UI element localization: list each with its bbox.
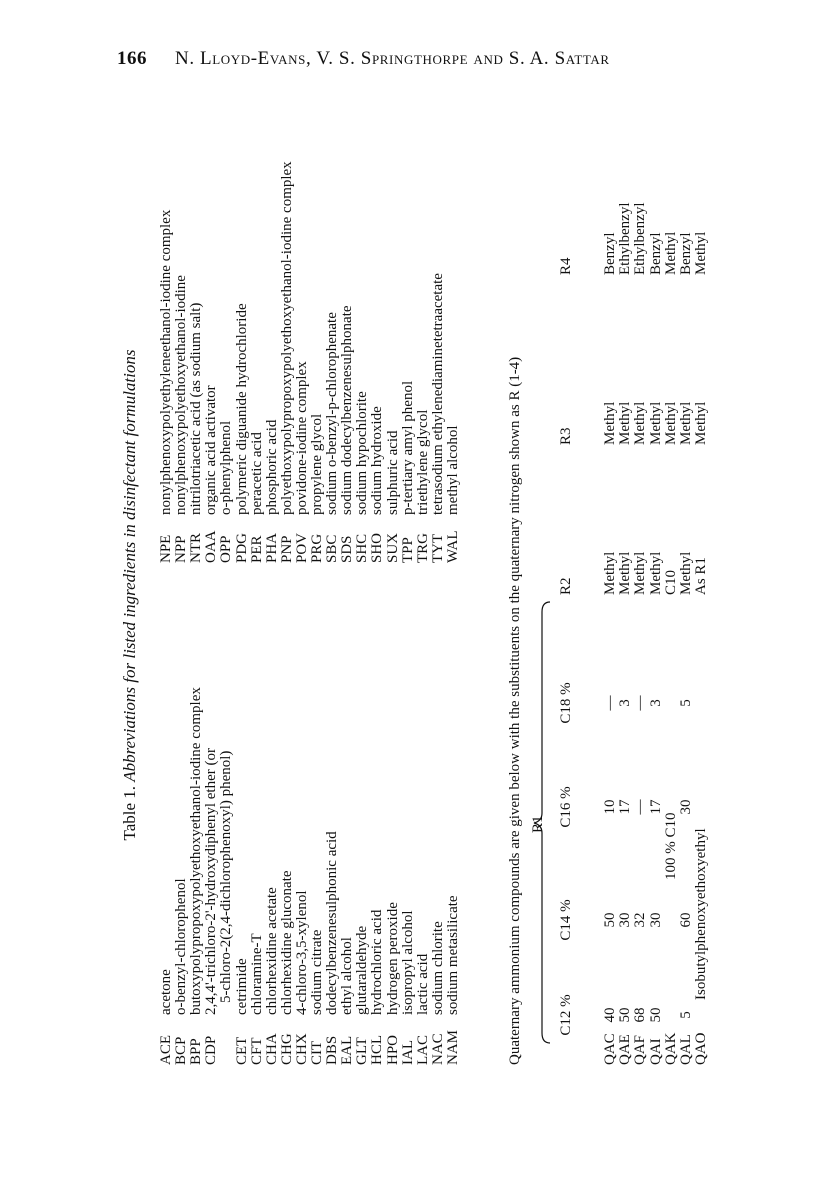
table-cell-r3: Methyl [647, 401, 664, 445]
abbr-right-code: SBC [324, 534, 341, 563]
running-head-authors: N. Lloyd-Evans, V. S. Springthorpe and S. A. Sattar [175, 48, 610, 69]
table-caption [120, 115, 140, 1075]
abbr-left-description: butoxypolypropoxypolyethoxyethanol-iodine complex [188, 687, 205, 1015]
abbr-right-code: PER [248, 535, 265, 563]
table-cell-c18: 3 [617, 699, 634, 707]
table-caption-text: Abbreviations for listed ingredients in disinfectant formulations [120, 349, 139, 782]
running-header [117, 48, 712, 74]
table-row-code: QAO [693, 1032, 710, 1065]
table-cell-c14: 30 [617, 912, 634, 928]
abbr-left-code: HCL [369, 1035, 386, 1065]
abbr-left-code: BPP [188, 1038, 205, 1065]
table-cell-r3: Methyl [693, 401, 710, 445]
table-cell-c16: — [632, 799, 649, 815]
table-cell-c16: 10 [602, 799, 618, 815]
table-cell-c16: 17 [617, 799, 634, 815]
abbr-right-code: PNP [278, 535, 295, 563]
abbr-left-code: GLT [354, 1037, 371, 1065]
abbr-right-description: sulphuric acid [384, 430, 401, 515]
abbr-left-code: CIT [309, 1040, 325, 1065]
abbr-right-code: PDG [233, 532, 250, 563]
abbr-right-code: NPP [173, 535, 190, 563]
abbr-right-code: PHA [263, 532, 280, 563]
table-cell-r2: Methyl [602, 551, 618, 595]
table-cell-c18: — [632, 695, 649, 711]
abbr-right-description: organic acid activator [203, 385, 220, 515]
table-cell-r4: Benzyl [602, 232, 618, 275]
table-cell-c14: 32 [632, 912, 649, 928]
abbr-left-description: chlorhexidine gluconate [278, 870, 295, 1015]
column-header: C16 % [558, 786, 574, 828]
abbr-right-code: SDS [339, 535, 356, 563]
table-cell-c18: 3 [647, 699, 664, 707]
table-cell-c18: — [602, 695, 618, 711]
table-cell-r3: Methyl [662, 401, 679, 445]
abbr-left-description: sodium metasilicate [444, 895, 461, 1015]
table-cell-c12: 50 [647, 1007, 664, 1023]
table-cell-c12: 68 [632, 1007, 649, 1023]
column-header: C12 % [558, 994, 574, 1036]
abbr-left-code: CHX [293, 1033, 310, 1065]
abbr-right-description: nitrilotriacetic acid (as sodium salt) [188, 302, 205, 515]
abbr-left-code: CFT [248, 1037, 265, 1065]
abbr-right-description: tetrasodium ethylenediaminetetraacetate [429, 273, 446, 515]
abbr-right-code: SUX [384, 532, 401, 563]
abbr-left-code: NAM [444, 1029, 461, 1065]
table-cell-r3: Methyl [602, 401, 618, 445]
abbr-left-description: cetrimide [233, 958, 250, 1015]
table-cell-r4: Methyl [693, 231, 710, 275]
table-cell-r2: Methyl [632, 551, 649, 595]
abbr-left-description: lactic acid [414, 953, 431, 1015]
abbr-right-code: WAL [444, 530, 461, 563]
abbr-left-description: sodium chlorite [429, 921, 446, 1015]
abbr-left-description: isopropyl alcohol [399, 910, 416, 1015]
abbr-right-code: NPE [158, 534, 174, 563]
table-cell-r2: Methyl [617, 551, 634, 595]
table-cell-c14: 30 [647, 912, 664, 928]
table-cell-r3: Methyl [678, 401, 694, 445]
column-header: R2 [558, 577, 574, 595]
abbr-left-code: BCP [173, 1036, 190, 1065]
abbr-left-description: hydrogen peroxide [384, 902, 401, 1015]
column-header: R3 [558, 427, 574, 445]
abbr-left-description: 2,4,4'-trichloro-2'-hydroxydiphenyl ether (or [203, 748, 220, 1015]
abbr-left-description: chlorhexidine acetate [263, 887, 280, 1015]
table-cell-r2: C10 [662, 569, 679, 595]
table-cell-r3: Methyl [617, 401, 634, 445]
table-cell-r3: Methyl [632, 401, 649, 445]
table-label: Table 1. [120, 785, 139, 841]
abbr-left-code: HPO [384, 1034, 401, 1065]
abbr-left-description: chloramine-T [248, 933, 265, 1015]
abbr-left-code: DBS [324, 1035, 341, 1065]
abbr-left-code: ACE [158, 1035, 174, 1065]
table-cell-c12: 40 [602, 1007, 618, 1023]
abbr-right-description: polyethoxypolypropoxypolyethoxyethanol-iodine complex [278, 161, 295, 515]
abbr-left-description: hydrochloric acid [369, 909, 386, 1015]
abbr-left-description: glutaraldehyde [354, 925, 371, 1015]
abbr-right-code: TRG [414, 533, 431, 563]
abbr-right-code: NTR [188, 533, 205, 563]
abbr-right-description: nonylphenoxypolyethoxyethanol-iodine [173, 275, 190, 515]
abbr-left-description: dodecylbenzenesulphonic acid [324, 831, 341, 1015]
abbr-left-description: acetone [158, 969, 174, 1015]
abbr-left-description: o-benzyl-chlorophenol [173, 878, 190, 1015]
table-cell-r4: Ethylbenzyl [617, 202, 634, 275]
table-cell-r2: Methyl [678, 551, 694, 595]
table-row-code: QAE [617, 1034, 634, 1065]
table-cell-c12: 5 [678, 1011, 694, 1019]
abbr-right-code: SHO [369, 532, 386, 563]
abbr-left-description: 4-chloro-3,5-xylenol [293, 890, 310, 1015]
table-row-code: QAL [678, 1034, 694, 1065]
table-cell-c14: 60 [678, 912, 694, 928]
page-number: 166 [117, 48, 147, 69]
table-cell-c16: 17 [647, 799, 664, 815]
abbr-right-description: phosphoric acid [263, 419, 280, 515]
abbr-right-code: PRG [309, 533, 325, 563]
table-cell-r4: Ethylbenzyl [632, 202, 649, 275]
abbr-left-code: LAC [414, 1035, 431, 1065]
table-cell-c18: 5 [678, 699, 694, 707]
table-row-code: QAF [632, 1034, 649, 1065]
table-row-code: QAI [647, 1038, 664, 1065]
abbr-right-description: sodium hypochlorite [354, 391, 371, 515]
table-cell-c12: 50 [617, 1007, 634, 1023]
table-cell-r4: Benzyl [647, 232, 664, 275]
abbr-right-code: OPP [218, 535, 235, 563]
abbr-left-code: IAL [399, 1040, 416, 1065]
table-cell-c12: Isobutylphenoxyethoxyethyl [693, 828, 710, 1000]
table-cell-r2: Methyl [647, 551, 664, 595]
table-cell-r2: As R1 [693, 557, 710, 595]
quaternary-note: Quaternary ammonium compounds are given below with the substituents on the quaternary nitrogen shown as R (1-4) [507, 356, 523, 1065]
abbr-right-description: sodium dodecylbenzenesulphonate [339, 305, 356, 515]
table-row-code: QAC [602, 1033, 618, 1065]
abbr-right-description: methyl alcohol [444, 425, 461, 515]
abbr-right-description: povidone-iodine complex [293, 361, 310, 515]
abbr-right-description: p-tertiary amyl phenol [399, 380, 416, 515]
r1-label: R1 [530, 815, 546, 833]
abbr-left-code: CDP [203, 1035, 220, 1065]
rotated-table-block [120, 115, 730, 1075]
abbr-left-description: sodium citrate [309, 929, 325, 1015]
abbr-right-description: propylene glycol [309, 413, 325, 515]
abbr-right-description: nonylphenoxypolyethyleneethanol-iodine complex [158, 209, 174, 515]
table-cell-r4: Benzyl [678, 232, 694, 275]
abbr-left-code: NAC [429, 1033, 446, 1065]
abbr-left-description: 5-chloro-2(2,4-dichlorophenoxyl) phenol) [218, 750, 235, 1003]
abbr-right-code: TYT [429, 533, 446, 563]
abbr-right-description: sodium o-benzyl-p-chlorophenate [324, 312, 341, 515]
table-cell-c14: 50 [602, 912, 618, 928]
column-header: R4 [558, 257, 574, 275]
abbr-left-description: ethyl alcohol [339, 937, 356, 1015]
abbr-right-code: SHC [354, 533, 371, 563]
abbr-right-code: OAA [203, 530, 220, 563]
abbr-right-code: TPP [399, 537, 416, 563]
table-row-code: QAK [662, 1032, 679, 1065]
abbr-right-description: polymeric diguanide hydrochloride [233, 303, 250, 515]
abbr-right-description: triethylene glycol [414, 409, 431, 515]
abbr-left-code: CET [233, 1036, 250, 1065]
table-cell-c16: 30 [678, 799, 694, 815]
abbr-left-code: CHA [263, 1033, 280, 1065]
abbr-left-code: CHG [278, 1033, 295, 1065]
table-cell-c14: 100 % C10 [662, 812, 679, 880]
column-header: C18 % [558, 682, 574, 724]
column-header: C14 % [558, 899, 574, 941]
abbr-right-code: POV [293, 532, 310, 563]
abbr-right-description: sodium hydroxide [369, 406, 386, 515]
table-cell-r4: Methyl [662, 231, 679, 275]
abbr-left-code: EAL [339, 1035, 356, 1065]
abbr-right-description: peracetic acid [248, 432, 265, 515]
abbr-right-description: o-phenylphenol [218, 420, 235, 515]
